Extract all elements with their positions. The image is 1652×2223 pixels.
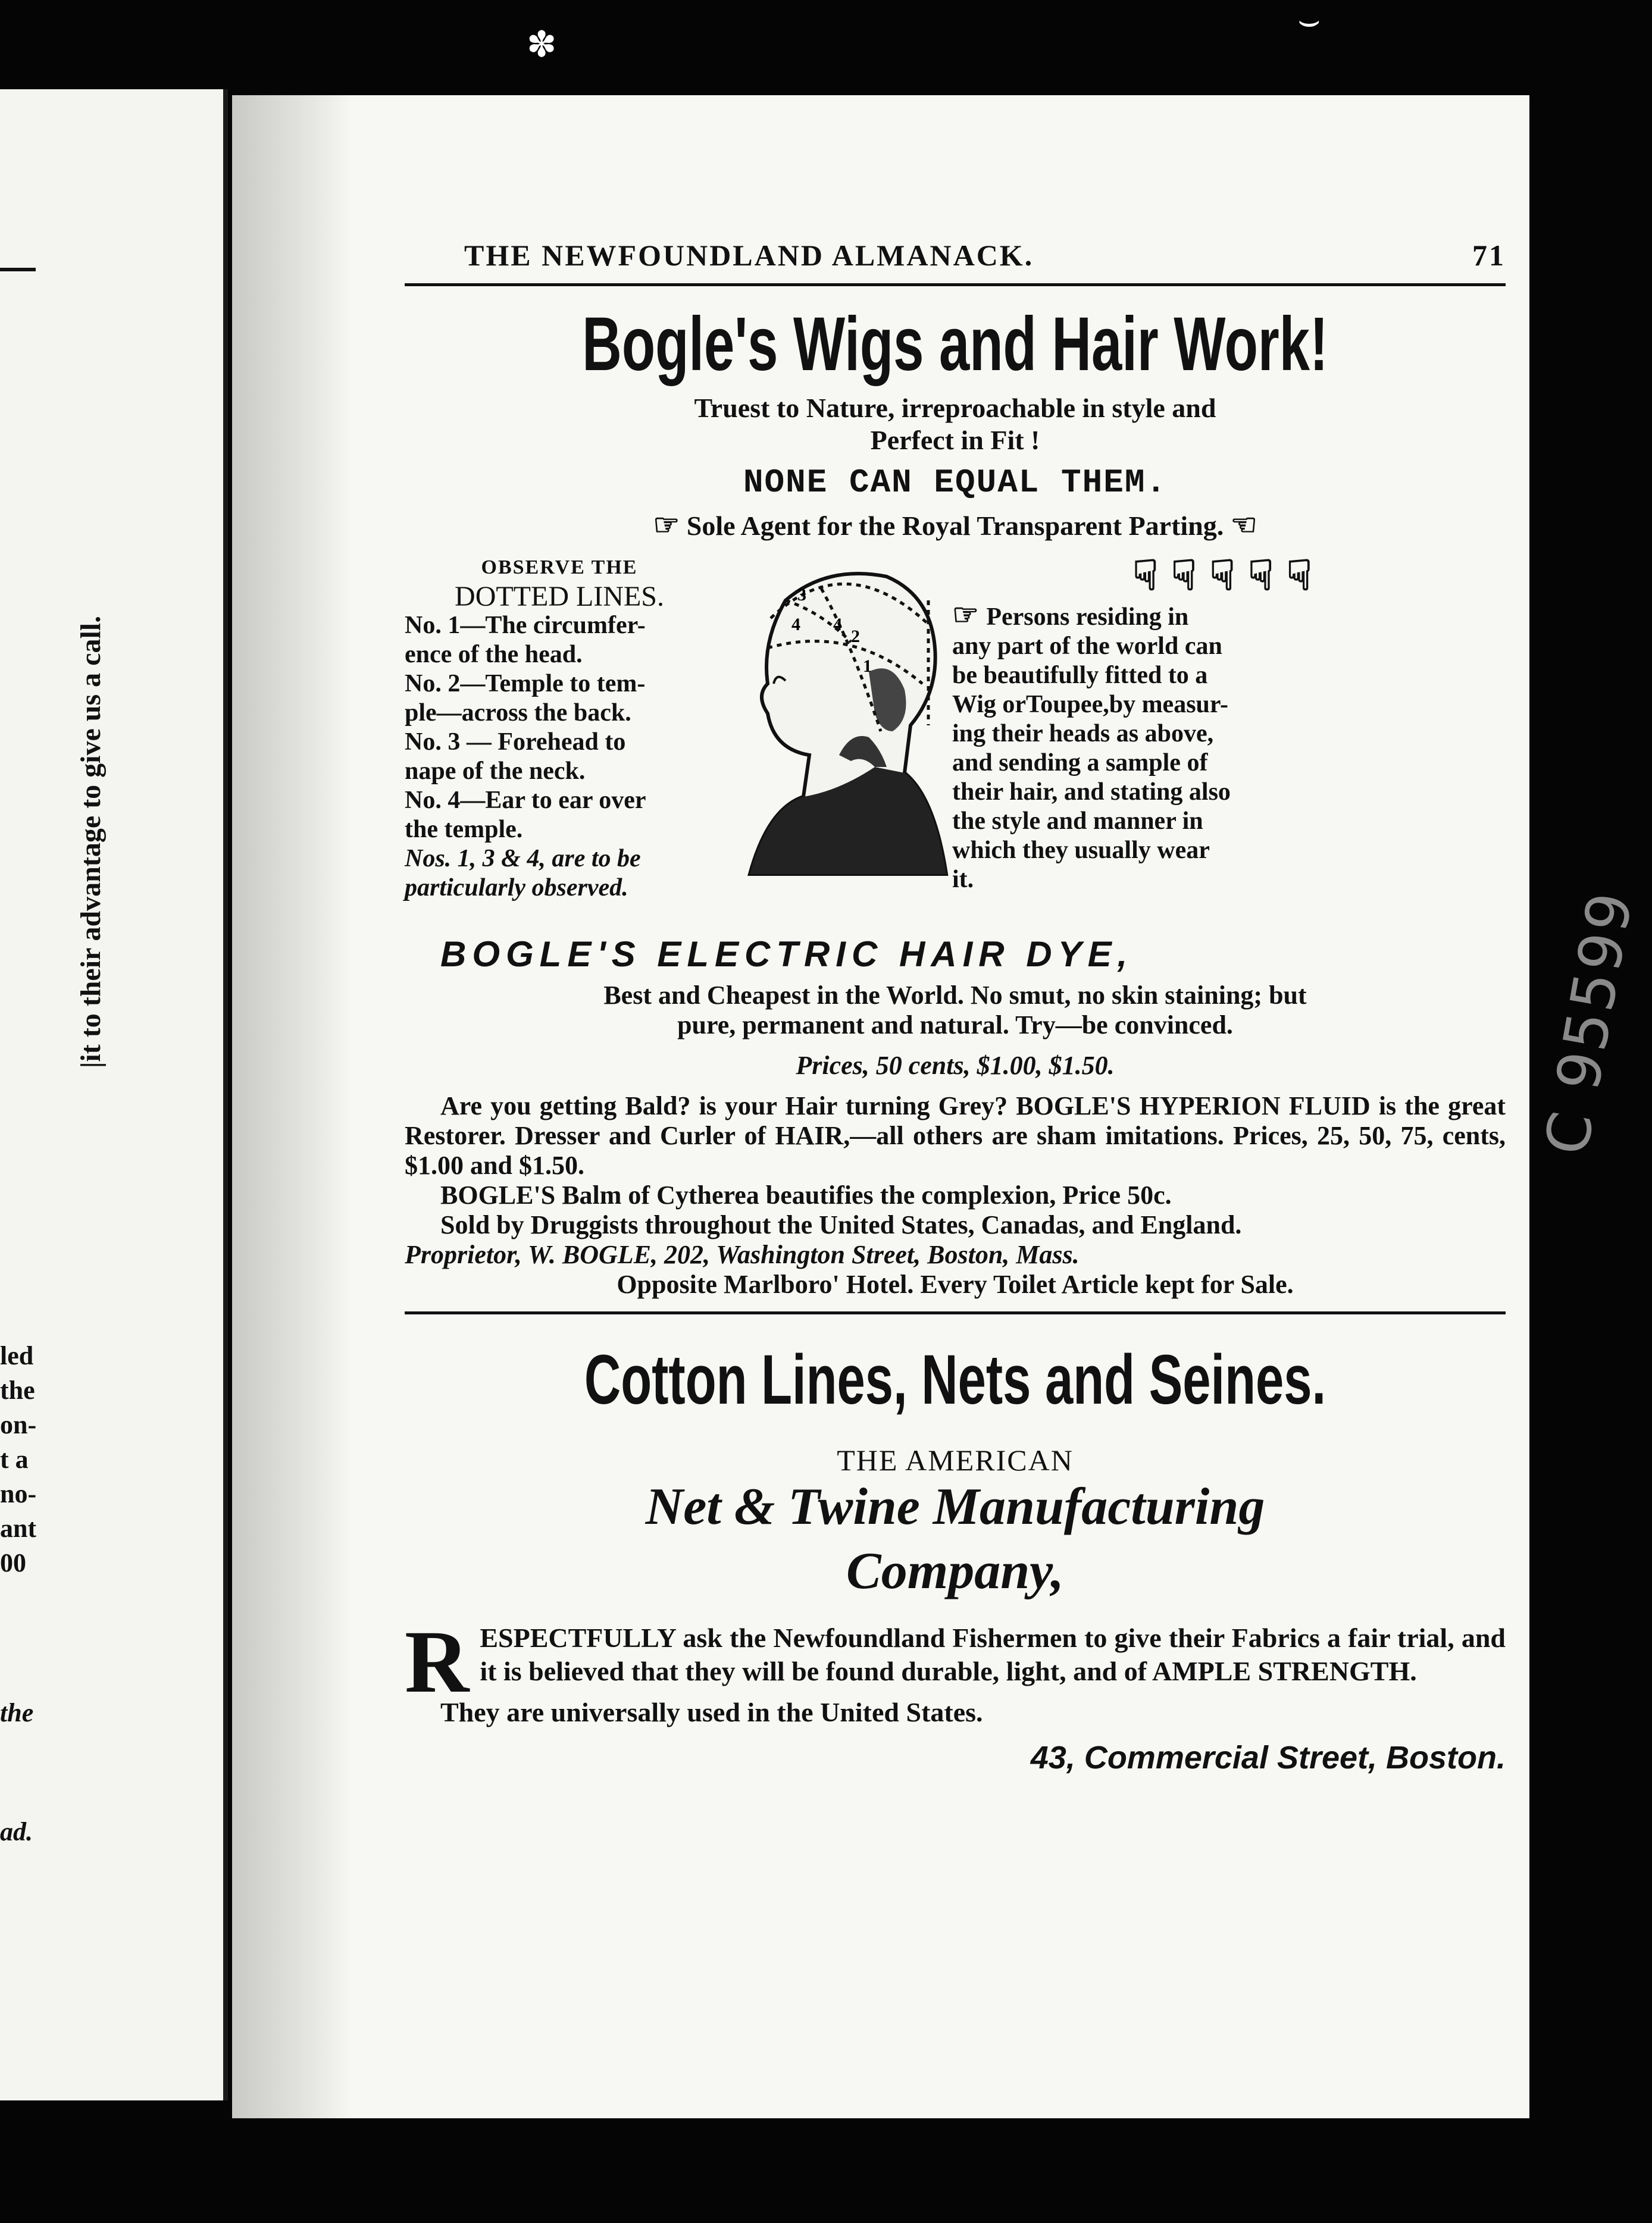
pointing-hand-down-icon: ☟ (1132, 553, 1172, 599)
company-name: Net & Twine Manufacturing (645, 1478, 1265, 1536)
spine-text: |it to their advantage to give us a call. (75, 615, 107, 1069)
none-can-equal: NONE CAN EQUAL THEM. (743, 464, 1168, 502)
the-american: THE AMERICAN (837, 1444, 1074, 1477)
divider (405, 1311, 1506, 1314)
page-number: 71 (1472, 239, 1506, 272)
measure-line: No. 3 — Forehead to (405, 728, 626, 756)
fragment-italic: the (0, 1698, 34, 1727)
nos-note: particularly observed. (405, 874, 628, 901)
persons-line: the style and manner in (952, 807, 1203, 835)
pointing-hand-left-icon: ☜ (1230, 508, 1257, 541)
cotton-title: Cotton Lines, Nets and Seines. (584, 1341, 1326, 1419)
pointing-hand-down-icon: ☟ (1171, 553, 1210, 599)
agent-line (405, 508, 1506, 542)
text-fragments (0, 1339, 36, 1580)
hyperion-paragraph: Are you getting Bald? is your Hair turning Grey? BOGLE'S HYPERION FLUID is the great Restorer. Dresser and Curler of HAIR,—all others are sham imitations. Prices, 25, 50, 75, cents, $1.00 and $1.50. (405, 1091, 1506, 1180)
measure-line: No. 2—Temple to tem- (405, 670, 646, 697)
rule (0, 268, 36, 271)
pointing-hand-down-icon: ☟ (1286, 553, 1325, 599)
persons-line: and sending a sample of (952, 749, 1208, 777)
dye-description-2: pure, permanent and natural. Try—be convinced. (677, 1010, 1233, 1040)
nos-note: Nos. 1, 3 & 4, are to be (405, 845, 641, 872)
sold-paragraph: Sold by Druggists throughout the United States, Canadas, and England. (440, 1210, 1242, 1239)
persons-line: it. (952, 866, 974, 893)
persons-line: which they usually wear (952, 837, 1210, 864)
fragment-italic: ad. (0, 1817, 33, 1846)
bogle-tagline: Truest to Nature, irreproachable in style and (694, 393, 1216, 423)
right-page (232, 95, 1647, 2118)
hair-dye-title: BOGLE'S ELECTRIC HAIR DYE, (440, 934, 1134, 974)
dotted-lines-heading: DOTTED LINES. (455, 581, 664, 612)
drop-cap: R (405, 1613, 470, 1711)
scan-mark: ⌣ (1297, 1, 1321, 40)
page-content (405, 238, 1506, 1776)
head-number-1: 1 (863, 656, 872, 676)
proprietor-line: Proprietor, W. BOGLE, 202, Washington Street, Boston, Mass. (405, 1240, 1080, 1269)
measurement-instructions (405, 553, 714, 903)
fragment: 00 (0, 1548, 26, 1577)
fragment: no- (0, 1479, 37, 1508)
pointing-hand-down-icon: ☟ (1248, 553, 1287, 599)
measure-line: the temple. (405, 816, 523, 843)
balm-paragraph: BOGLE'S Balm of Cytherea beautifies the complexion, Price 50c. (440, 1181, 1172, 1210)
pointing-hands-row (952, 553, 1506, 600)
gutter-shadow (232, 95, 351, 2118)
persons-line: be beautifully fitted to a (952, 662, 1208, 689)
persons-line: their hair, and stating also (952, 778, 1231, 806)
head-measurement-illustration (732, 553, 952, 898)
dye-description: Best and Cheapest in the World. No smut, no skin staining; but (603, 981, 1307, 1010)
persons-line: ☞ Persons residing in (952, 598, 1189, 631)
margin-handwritten-note: C 95599 (1531, 885, 1647, 1160)
scan-mark: ✽ (527, 25, 557, 64)
persons-line: ing their heads as above, (952, 720, 1214, 747)
cotton-usage: They are universally used in the United States. (440, 1697, 983, 1727)
cotton-paragraph: R ESPECTFULLY ask the Newfoundland Fishermen to give their Fabrics a fair trial, and it is believed that they will be found durable, light, and of AMPLE STRENGTH. (405, 1613, 1506, 1711)
bogle-tagline-2: Perfect in Fit ! (870, 425, 1040, 455)
measure-line: ence of the head. (405, 641, 583, 668)
prices-line: Prices, 50 cents, $1.00, $1.50. (796, 1051, 1115, 1080)
observe-heading: OBSERVE THE (481, 556, 638, 578)
persons-notice (952, 553, 1506, 894)
fragment: ant (0, 1514, 37, 1543)
bogle-title: Bogle's Wigs and Hair Work! (582, 302, 1328, 387)
company-name-2: Company, (846, 1542, 1064, 1600)
running-header (405, 238, 1506, 286)
head-number-4b: 4 (833, 615, 842, 634)
left-facing-page (0, 89, 228, 2100)
fragment: the (0, 1376, 35, 1405)
measure-line: No. 4—Ear to ear over (405, 787, 646, 814)
fragment: led (0, 1341, 34, 1370)
measure-line: No. 1—The circumfer- (405, 612, 646, 639)
pointing-hand-right-icon: ☞ (952, 598, 987, 631)
agent-text: Sole Agent for the Royal Transparent Parting. (686, 511, 1224, 541)
measure-line: ple—across the back. (405, 699, 631, 727)
pointing-hand-right-icon: ☞ (653, 508, 680, 541)
persons-line: Wig orToupee,by measur- (952, 691, 1228, 718)
measurement-section (405, 553, 1506, 928)
head-number-4: 4 (791, 615, 800, 634)
page-title: THE NEWFOUNDLAND ALMANACK. (464, 239, 1034, 272)
pointing-hand-down-icon: ☟ (1209, 553, 1249, 599)
cotton-address: 43, Commercial Street, Boston. (1030, 1740, 1506, 1776)
opposite-line: Opposite Marlboro' Hotel. Every Toilet Article kept for Sale. (617, 1270, 1294, 1299)
fragment: t a (0, 1445, 29, 1474)
persons-line: any part of the world can (952, 633, 1222, 660)
fragment: on- (0, 1410, 37, 1439)
measure-line: nape of the neck. (405, 757, 586, 785)
head-number-3: 3 (797, 585, 806, 605)
head-number-2: 2 (851, 627, 860, 646)
